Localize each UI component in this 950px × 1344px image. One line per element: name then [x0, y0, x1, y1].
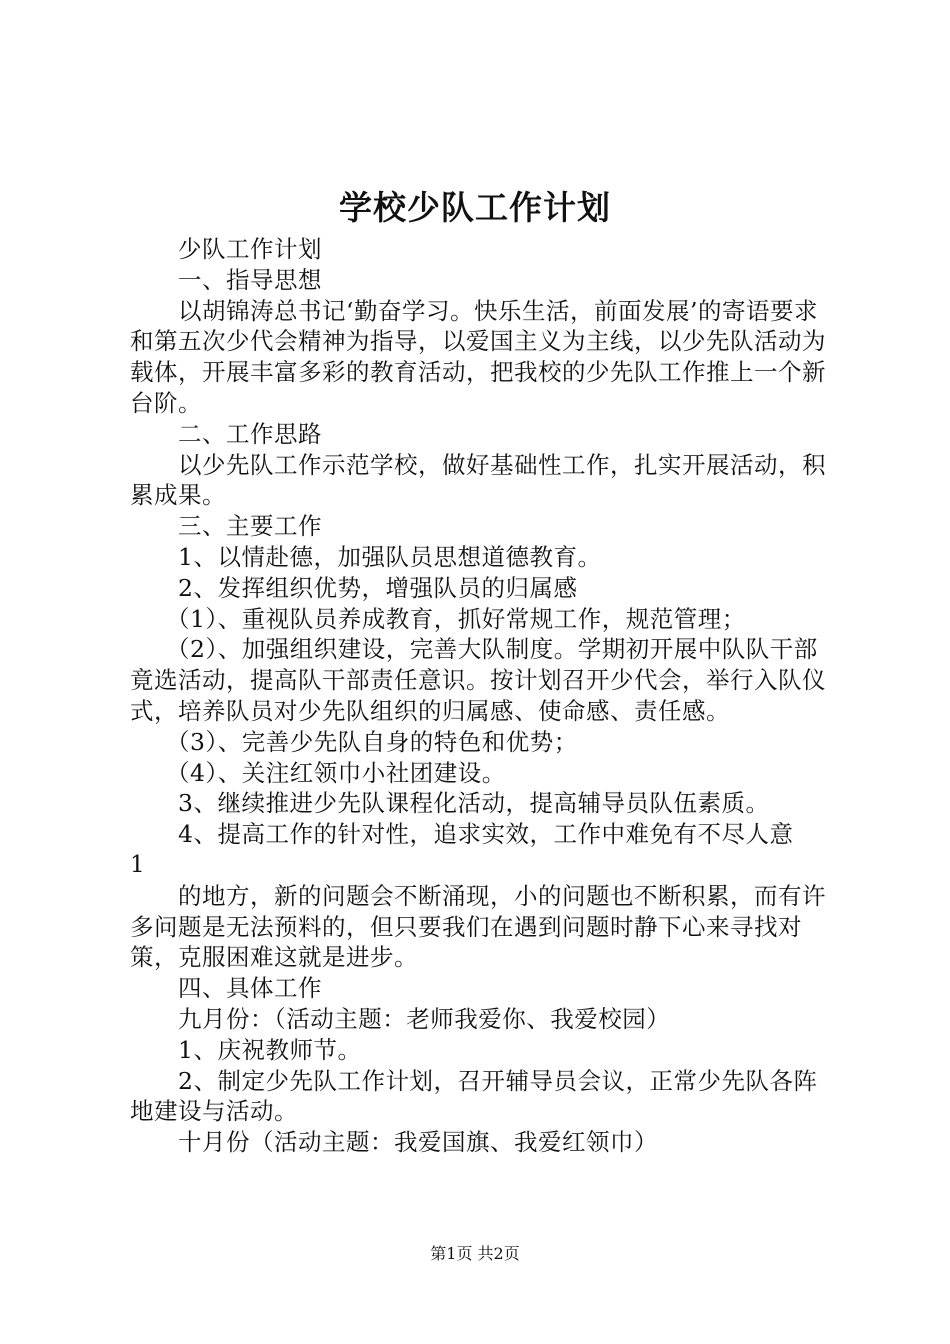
paragraph: 2、发挥组织优势，增强队员的归属感	[178, 573, 578, 602]
document-title: 学校少队工作计划	[339, 188, 611, 227]
paragraph: 一、指导思想	[178, 265, 322, 294]
paragraph: （2）、加强组织建设，完善大队制度。学期初开展中队队干部竟选活动，提高队干部责任意识。按计划召开少代会，举行入队仪式，培养队员对少先队组织的归属感、使命感、责任感。	[130, 635, 826, 725]
page-footer: 第1页 共2页	[430, 1244, 520, 1263]
paragraph: （4）、关注红领巾小社团建设。	[166, 758, 506, 787]
body-section-before-break	[130, 234, 830, 850]
body-section-after-break	[130, 881, 830, 1158]
paragraph: 的地方，新的问题会不断涌现，小的问题也不断积累，而有许多问题是无法预料的，但只要我们在遇到问题时静下心来寻找对策，克服困难这就是进步。	[130, 881, 826, 972]
paragraph: 4、提高工作的针对性，追求实效，工作中难免有不尽人意	[178, 820, 794, 849]
paragraph: （1）、重视队员养成教育，抓好常规工作，规范管理；	[166, 604, 746, 633]
paragraph: 1、庆祝教师节。	[178, 1035, 362, 1064]
paragraph: 3、继续推进少先队课程化活动，提高辅导员队伍素质。	[178, 789, 770, 818]
document-body	[130, 234, 830, 1158]
paragraph: 三、主要工作	[178, 512, 322, 541]
paragraph: 少队工作计划	[178, 235, 322, 263]
paragraph: 九月份：（活动主题：老师我爱你、我爱校园）	[178, 1004, 671, 1033]
page-marker: 1	[130, 851, 146, 878]
paragraph: （3）、完善少先队自身的特色和优势；	[166, 727, 578, 756]
paragraph: 四、具体工作	[178, 974, 322, 1003]
paragraph: 1、以情赴德，加强队员思想道德教育。	[178, 542, 602, 571]
paragraph: 以胡锦涛总书记‘勤奋学习。快乐生活，前面发展’的寄语要求和第五次少代会精神为指导，以爱国主义为主线，以少先队活动为载体，开展丰富多彩的教育活动，把我校的少先队工作推上一个新台阶。	[130, 296, 826, 417]
paragraph: 2、制定少先队工作计划，召开辅导员会议，正常少先队各阵地建设与活动。	[130, 1066, 818, 1126]
paragraph: 以少先队工作示范学校，做好基础性工作，扎实开展活动，积累成果。	[130, 450, 826, 510]
paragraph: 二、工作思路	[178, 419, 322, 448]
paragraph: 十月份（活动主题：我爱国旗、我爱红领巾）	[178, 1128, 658, 1157]
